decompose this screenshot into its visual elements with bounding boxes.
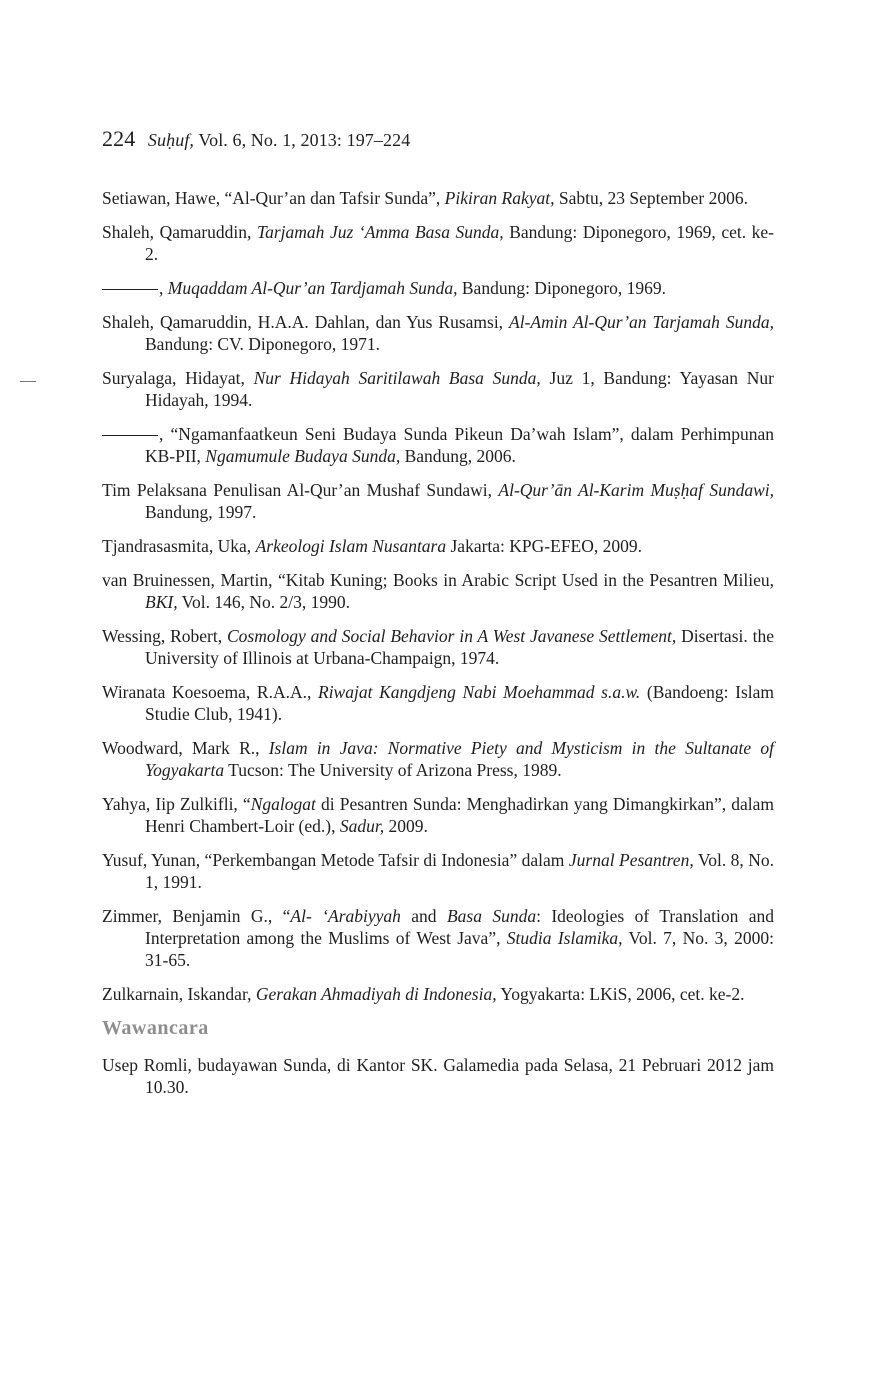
page-number: 224 [102, 126, 136, 151]
repeated-author-rule [102, 435, 158, 436]
reference-text: Zulkarnain, Iskandar, [102, 984, 256, 1004]
journal-title: Suḥuf, [147, 130, 195, 150]
interview-list [102, 1054, 774, 1098]
reference-entry [102, 367, 774, 411]
reference-title: Gerakan Ahmadiyah di Indonesia, [255, 984, 497, 1004]
reference-text: , [159, 278, 168, 298]
reference-entry [102, 569, 774, 613]
reference-title: Pikiran Rakyat, [444, 188, 555, 208]
reference-text: Shaleh, Qamaruddin, H.A.A. Dahlan, dan Yus Rusamsi, [102, 312, 510, 332]
reference-text: Bandung: CV. Diponegoro, 1971. [145, 334, 380, 354]
reference-text: di Pesantren Sunda: Menghadirkan yang Dimangkirkan”, dalam Henri Chambert-Loir (ed.), [145, 794, 774, 836]
reference-text: Woodward, Mark R., [102, 738, 269, 758]
reference-text: and [400, 906, 447, 926]
reference-text: van Bruinessen, Martin, “Kitab Kuning; Books in Arabic Script Used in the Pesantren Milieu, [102, 570, 774, 590]
reference-title: Studia Islamika, [506, 928, 623, 948]
reference-title: Al-Amin Al-Qur’an Tarjamah Sunda, [509, 312, 774, 332]
reference-text: Vol. 7, No. 3, 2000: 31-65. [145, 928, 774, 970]
reference-entry [102, 737, 774, 781]
reference-entry [102, 479, 774, 523]
reference-title: BKI, [145, 592, 178, 612]
repeated-author-rule [102, 289, 158, 290]
margin-mark [20, 381, 36, 382]
reference-title: Nur Hidayah Saritilawah Basa Sunda, [253, 368, 541, 388]
reference-entry [102, 849, 774, 893]
reference-text: Setiawan, Hawe, “Al-Qur’an dan Tafsir Sunda”, [102, 188, 445, 208]
reference-entry [102, 681, 774, 725]
reference-title: Riwajat Kangdjeng Nabi Moehammad s.a.w. [318, 682, 641, 702]
reference-entry [102, 187, 774, 209]
page-header [102, 126, 410, 152]
reference-text: Tjandrasasmita, Uka, [102, 536, 256, 556]
reference-title: Muqaddam Al-Qur’an Tardjamah Sunda, [167, 278, 458, 298]
reference-text: Wiranata Koesoema, R.A.A., [102, 682, 318, 702]
reference-text: Yogyakarta: LKiS, 2006, cet. ke-2. [496, 984, 745, 1004]
reference-text: Usep Romli, budayawan Sunda, di Kantor SK. Galamedia pada Selasa, 21 Pebruari 2012 jam 10.30. [102, 1055, 774, 1097]
reference-text: Vol. 8, No. 1, 1991. [145, 850, 774, 892]
reference-text: Bandung: Diponegoro, 1969, cet. ke-2. [145, 222, 774, 264]
reference-entry [102, 793, 774, 837]
reference-title: Basa Sunda [446, 906, 537, 926]
reference-text: Yahya, Iip Zulkifli, “ [102, 794, 251, 814]
reference-text: Jakarta: KPG-EFEO, 2009. [446, 536, 643, 556]
reference-text: Wessing, Robert, [102, 626, 227, 646]
reference-text: Juz 1, Bandung: Yayasan Nur Hidayah, 1994. [145, 368, 774, 410]
reference-title: Al-Qur’ān Al-Karim Muṣḥaf Sundawi, [498, 480, 774, 500]
reference-text: Sabtu, 23 September 2006. [554, 188, 748, 208]
reference-text: Bandung, 1997. [145, 502, 257, 522]
bibliography [102, 187, 774, 1110]
reference-title: Sadur, [339, 816, 385, 836]
reference-list [102, 187, 774, 1005]
reference-title: Ngamumule Budaya Sunda, [205, 446, 401, 466]
reference-entry [102, 625, 774, 669]
reference-entry [102, 905, 774, 971]
reference-title: Cosmology and Social Behavior in A West Javanese Settlement, [226, 626, 677, 646]
section-heading: Wawancara [102, 1017, 209, 1039]
reference-text: Tim Pelaksana Penulisan Al-Qur’an Mushaf Sundawi, [102, 480, 499, 500]
reference-text: (Bandoeng: Islam Studie Club, 1941). [145, 682, 775, 724]
reference-text: : Ideologies of Translation and Interpretation among the Muslims of West Java”, [145, 906, 775, 948]
reference-text: Zimmer, Benjamin G., “ [102, 906, 291, 926]
reference-entry [102, 423, 774, 467]
reference-entry [102, 535, 774, 557]
reference-title: Islam in Java: Normative Piety and Mysticism in the Sultanate of Yogyakarta [145, 738, 774, 780]
reference-text: Yusuf, Yunan, “Perkembangan Metode Tafsir di Indonesia” dalam [102, 850, 569, 870]
reference-text: , “Ngamanfaatkeun Seni Budaya Sunda Pikeun Da’wah Islam”, dalam Perhimpunan KB-PII, [145, 424, 774, 466]
reference-text: Bandung, 2006. [400, 446, 516, 466]
reference-text: Tucson: The University of Arizona Press, 1989. [224, 760, 562, 780]
journal-citation: Vol. 6, No. 1, 2013: 197–224 [198, 130, 411, 150]
reference-title: Arkeologi Islam Nusantara [255, 536, 447, 556]
reference-entry [102, 983, 774, 1005]
reference-entry [102, 277, 774, 299]
reference-text: Shaleh, Qamaruddin, [102, 222, 257, 242]
reference-title: Jurnal Pesantren, [568, 850, 694, 870]
reference-title: Tarjamah Juz ‘Amma Basa Sunda, [256, 222, 504, 242]
reference-text: Bandung: Diponegoro, 1969. [457, 278, 667, 298]
reference-text: 2009. [384, 816, 428, 836]
interview-entry [102, 1054, 774, 1098]
reference-text: Disertasi. the University of Illinois at Urbana-Champaign, 1974. [145, 626, 774, 668]
reference-entry [102, 221, 774, 265]
reference-title: Al- ‘Arabiyyah [290, 906, 401, 926]
reference-title: Ngalogat [250, 794, 316, 814]
reference-text: Suryalaga, Hidayat, [102, 368, 254, 388]
reference-entry [102, 311, 774, 355]
reference-text: Vol. 146, No. 2/3, 1990. [177, 592, 351, 612]
